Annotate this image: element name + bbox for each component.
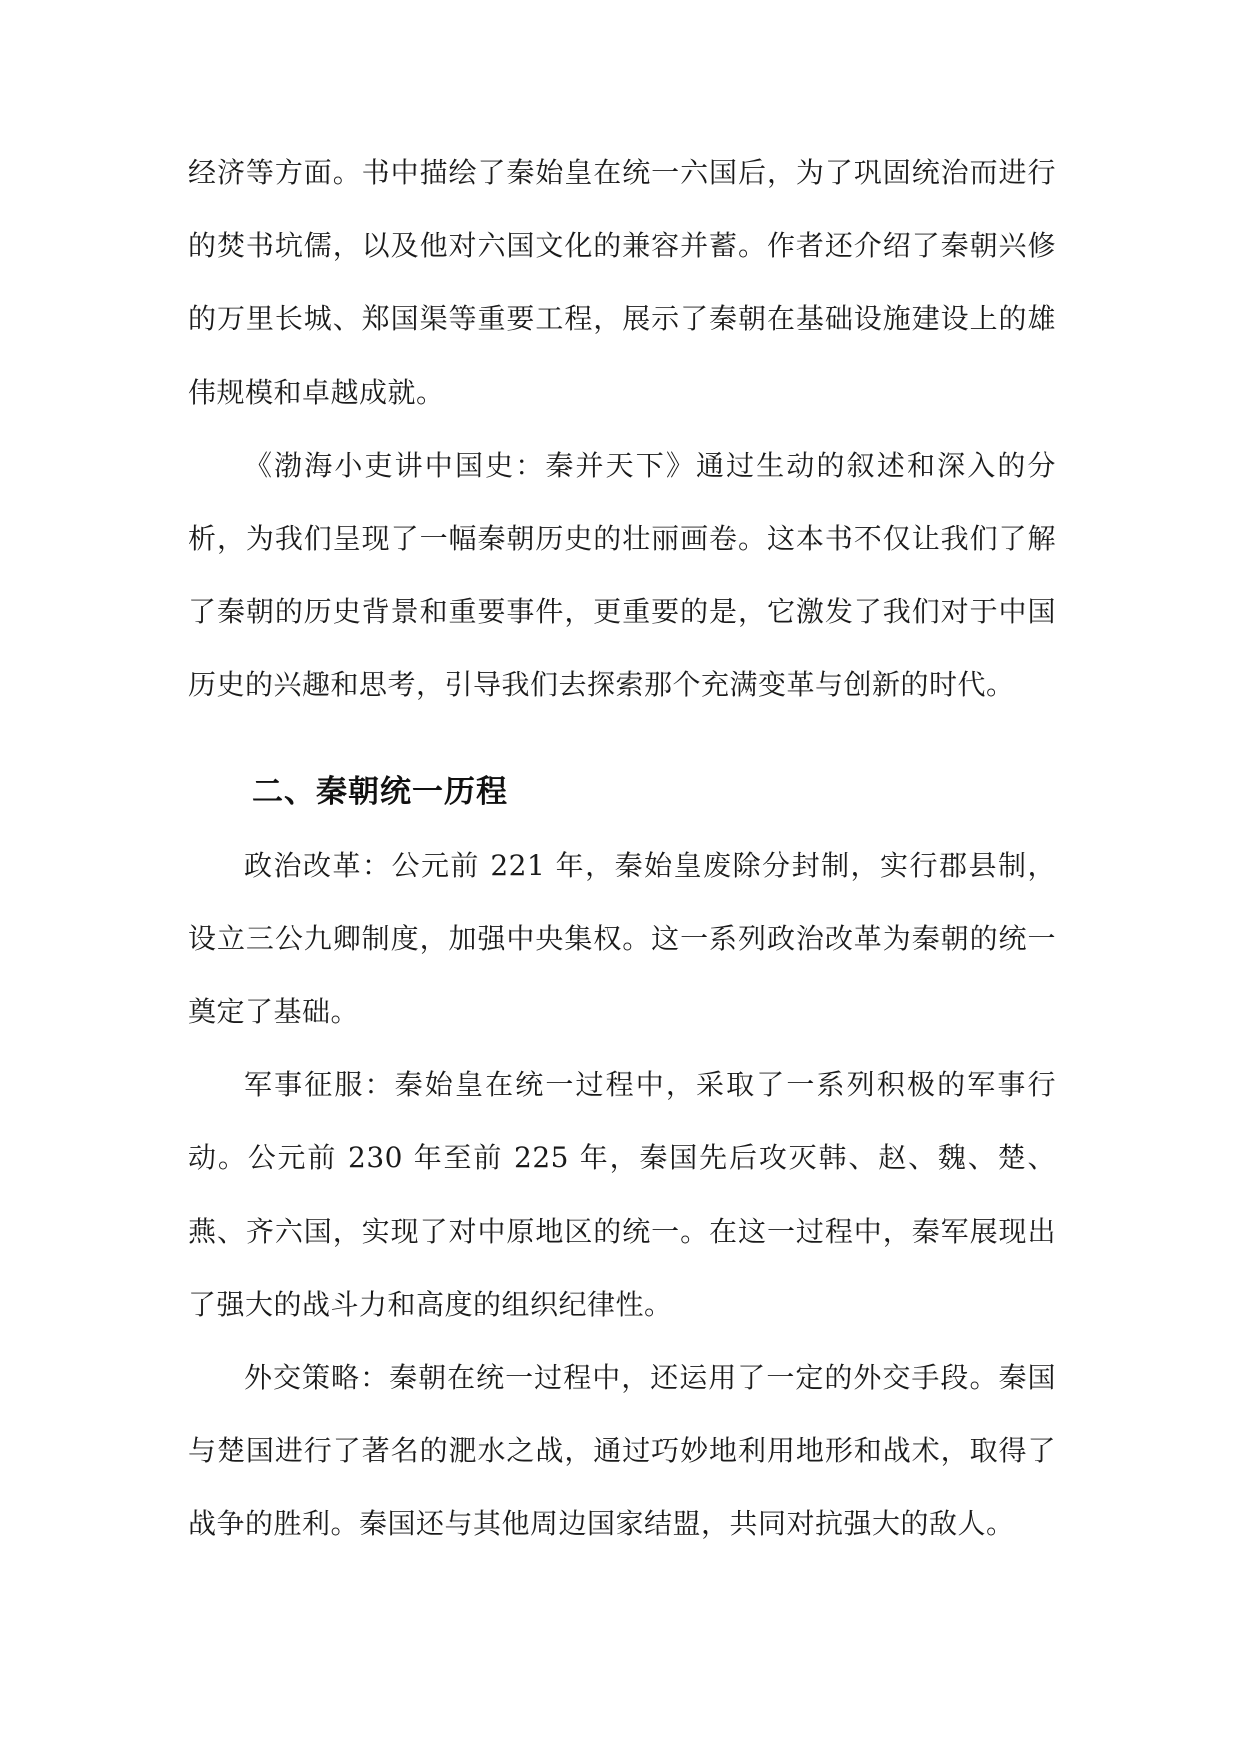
- document-body: [188, 136, 1056, 1561]
- paragraph-diplomatic-strategy: 外交策略：秦朝在统一过程中，还运用了一定的外交手段。秦国与楚国进行了著名的淝水之战，通过巧妙地利用地形和战术，取得了战争的胜利。秦国还与其他周边国家结盟，共同对抗强大的敌人。: [188, 1361, 1056, 1541]
- paragraph-military-conquest: 军事征服：秦始皇在统一过程中，采取了一系列积极的军事行动。公元前 230 年至前 225 年，秦国先后攻灭韩、赵、魏、楚、燕、齐六国，实现了对中原地区的统一。在这一过程中，秦军展现出了强大的战斗力和高度的组织纪律性。: [188, 1068, 1056, 1321]
- paragraph-book-summary: 《渤海小吏讲中国史：秦并天下》通过生动的叙述和深入的分析，为我们呈现了一幅秦朝历史的壮丽画卷。这本书不仅让我们了解了秦朝的历史背景和重要事件，更重要的是，它激发了我们对于中国历史的兴趣和思考，引导我们去探索那个充满变革与创新的时代。: [188, 448, 1056, 702]
- section-heading: 二、秦朝统一历程: [252, 773, 508, 810]
- paragraph-continuation: 经济等方面。书中描绘了秦始皇在统一六国后，为了巩固统治而进行的焚书坑儒，以及他对六国文化的兼容并蓄。作者还介绍了秦朝兴修的万里长城、郑国渠等重要工程，展示了秦朝在基础设施建设上的雄伟规模和卓越成就。: [188, 156, 1056, 409]
- paragraph-political-reform: 政治改革：公元前 221 年，秦始皇废除分封制，实行郡县制，设立三公九卿制度，加强中央集权。这一系列政治改革为秦朝的统一奠定了基础。: [188, 848, 1056, 1029]
